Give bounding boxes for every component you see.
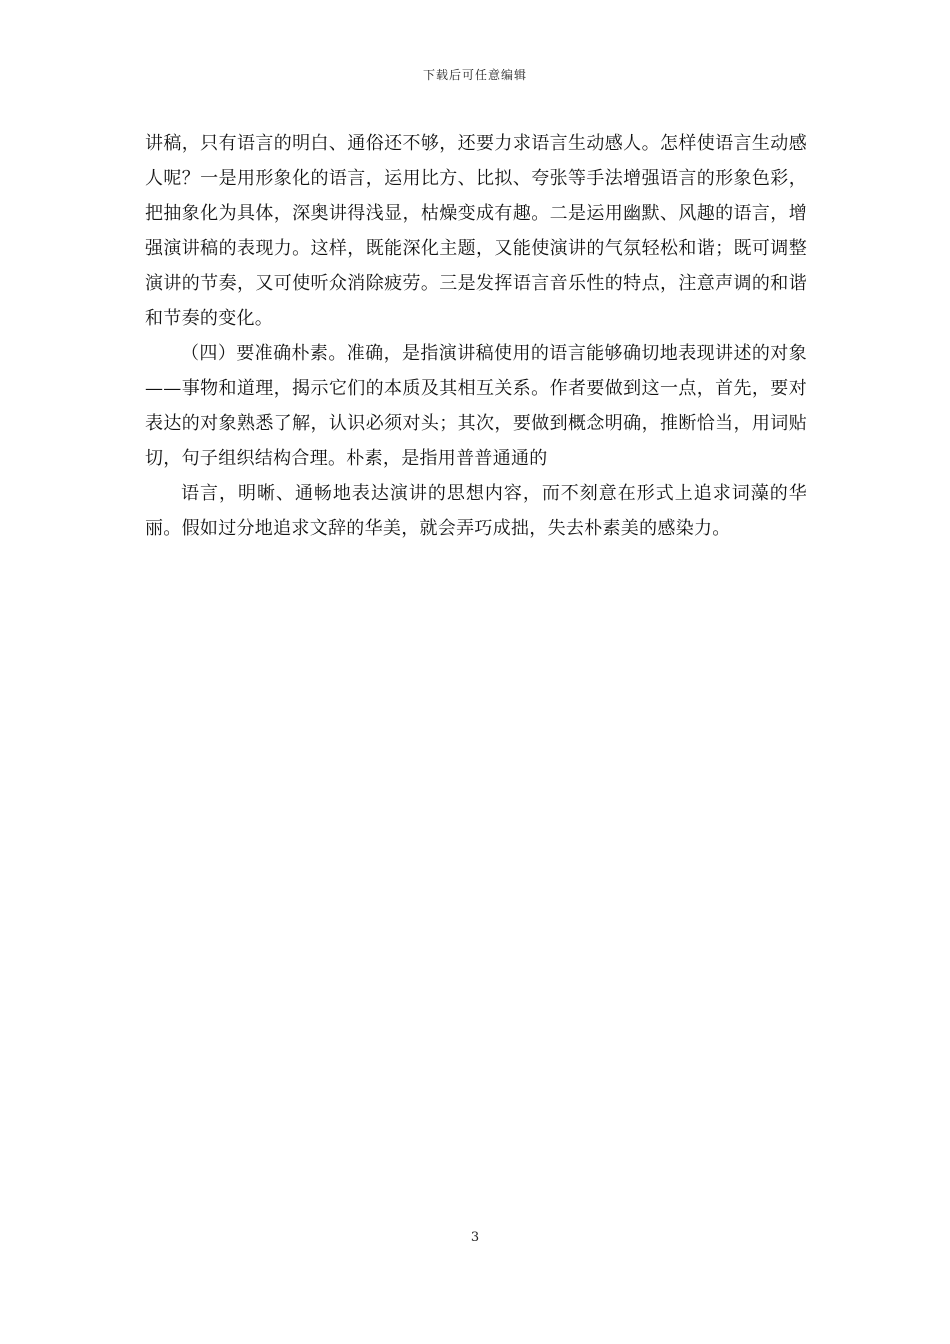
paragraph-section-four: （四）要准确朴素。准确，是指演讲稿使用的语言能够确切地表现讲述的对象——事物和道理，揭示它们的本质及其相互关系。作者要做到这一点，首先，要对表达的对象熟悉了解，认识必须对头；其次，要做到概念明确，推断恰当，用词贴切，句子组织结构合理。朴素，是指用普普通通的 <box>145 343 807 469</box>
paragraph-plain-language: 语言，明晰、通畅地表达演讲的思想内容，而不刻意在形式上追求词藻的华丽。假如过分地追求文辞的华美，就会弄巧成拙，失去朴素美的感染力。 <box>145 483 807 539</box>
page-header: 下载后可任意编辑 <box>422 68 527 82</box>
page-number: 3 <box>470 1230 480 1245</box>
paragraph-continuation: 讲稿，只有语言的明白、通俗还不够，还要力求语言生动感人。怎样使语言生动感人呢？一是用形象化的语言，运用比方、比拟、夸张等手法增强语言的形象色彩，把抽象化为具体，深奥讲得浅显，枯燥变成有趣。二是运用幽默、风趣的语言，增强演讲稿的表现力。这样，既能深化主题，又能使演讲的气氛轻松和谐；既可调整演讲的节奏，又可使听众消除疲劳。三是发挥语言音乐性的特点，注意声调的和谐和节奏的变化。 <box>145 133 807 329</box>
document-body <box>145 126 807 546</box>
